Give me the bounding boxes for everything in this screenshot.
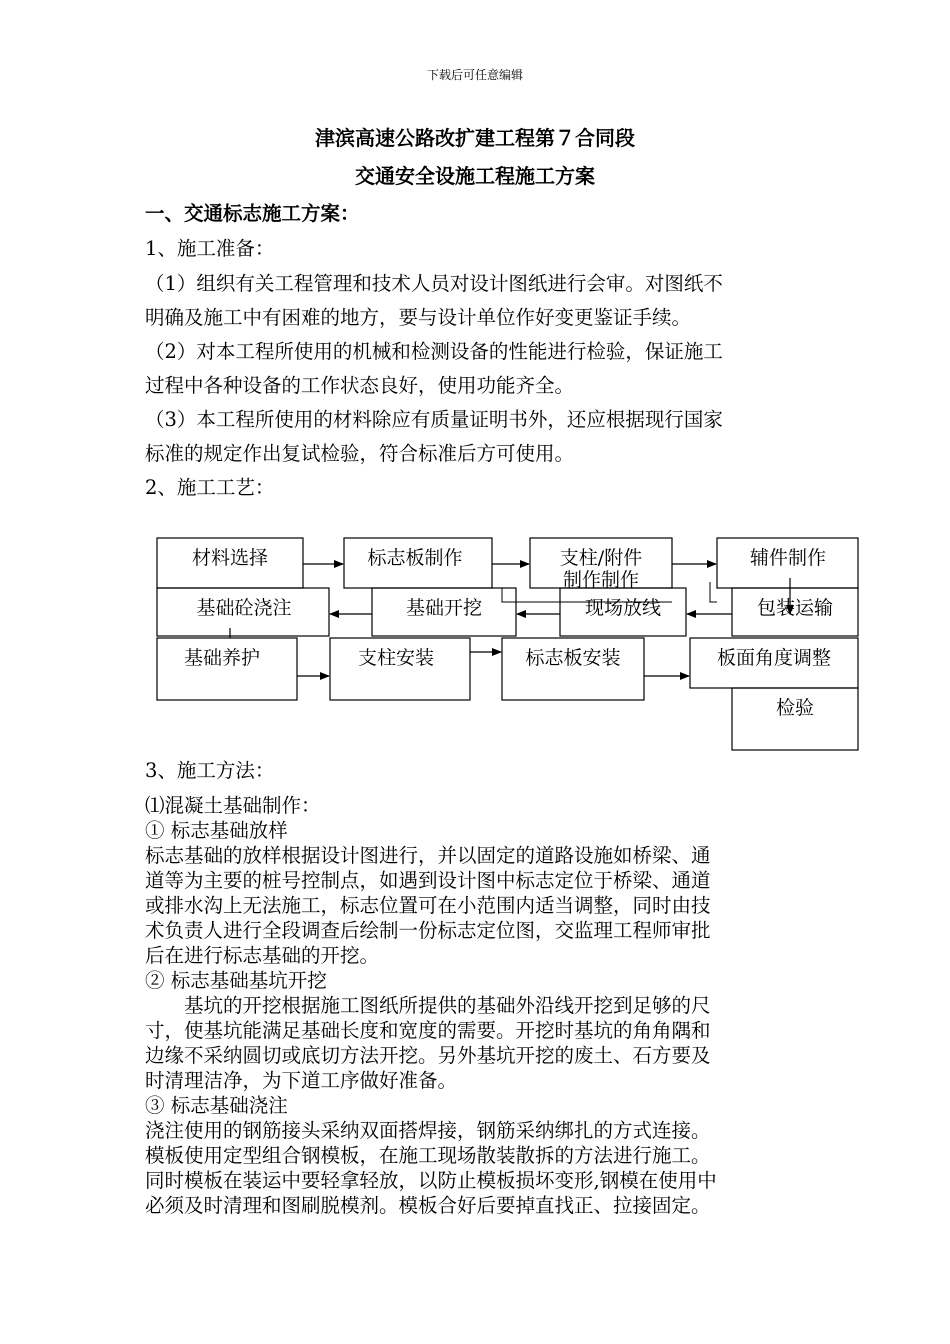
flow-label-signboard-making: 标志板制作 bbox=[367, 547, 463, 569]
method-text-line: ② 标志基础基坑开挖 bbox=[145, 969, 327, 992]
prep-paragraph-line: （1）组织有关工程管理和技术人员对设计图纸进行会审。对图纸不 bbox=[145, 272, 723, 295]
flow-label-signboard-installation: 标志板安装 bbox=[525, 647, 621, 669]
document-title-line1: 津滨高速公路改扩建工程第７合同段 bbox=[315, 126, 635, 150]
flow-label-material-selection: 材料选择 bbox=[191, 547, 269, 569]
method-text-line: ⑴混凝土基础制作： bbox=[145, 794, 321, 817]
method-text-line: 道等为主要的桩号控制点，如遇到设计图中标志定位于桥梁、通道 bbox=[145, 869, 711, 892]
method-text-line: 模板使用定型组合钢模板，在施工现场散装散拆的方法进行施工。 bbox=[145, 1144, 711, 1167]
method-text-line: 标志基础的放样根据设计图进行，并以固定的道路设施如桥梁、通 bbox=[145, 844, 711, 867]
subheading-construction-prep: 1、施工准备： bbox=[145, 237, 275, 260]
flow-label-foundation-pouring: 基础砼浇注 bbox=[196, 597, 292, 619]
subheading-construction-method: 3、施工方法： bbox=[145, 759, 275, 782]
flow-label-packing-transport: 包装运输 bbox=[756, 597, 834, 619]
method-text-line: 寸，使基坑能满足基础长度和宽度的需要。开挖时基坑的角角隅和 bbox=[145, 1019, 711, 1042]
flow-label-auxiliary-making: 辅件制作 bbox=[749, 547, 827, 569]
header-note: 下载后可任意编辑 bbox=[426, 68, 523, 82]
method-text-line: 必须及时清理和图刷脱模剂。模板合好后要掉直找正、拉接固定。 bbox=[145, 1194, 711, 1217]
method-text-line: 后在进行标志基础的开挖。 bbox=[145, 944, 380, 967]
method-text-line: 或排水沟上无法施工，标志位置可在小范围内适当调整，同时由技 bbox=[145, 894, 711, 917]
method-text-line: 术负责人进行全段调查后绘制一份标志定位图，交监理工程师审批 bbox=[145, 919, 711, 942]
method-text-line: 基坑的开挖根据施工图纸所提供的基础外沿线开挖到足够的尺 bbox=[145, 994, 711, 1017]
flow-label-post-line1: 支柱/附件 bbox=[559, 547, 643, 569]
document-title-line2: 交通安全设施工程施工方案 bbox=[355, 164, 595, 188]
method-text-line: 浇注使用的钢筋接头采纳双面搭焊接，钢筋采纳绑扎的方式连接。 bbox=[145, 1119, 711, 1142]
flow-label-foundation-curing: 基础养护 bbox=[183, 647, 261, 669]
prep-paragraph-line: （3）本工程所使用的材料除应有质量证明书外，还应根据现行国家 bbox=[145, 408, 723, 431]
flow-label-post-line2: 制作制作 bbox=[562, 569, 640, 591]
flow-label-site-layout: 现场放线 bbox=[584, 597, 662, 619]
method-text-line: 同时模板在装运中要轻拿轻放，以防止模板损坏变形,钢模在使用中 bbox=[145, 1169, 717, 1192]
subheading-construction-process: 2、施工工艺： bbox=[145, 476, 275, 499]
flow-label-post-installation: 支柱安装 bbox=[357, 647, 435, 669]
flow-label-foundation-excavation: 基础开挖 bbox=[405, 597, 483, 619]
method-text-line: 时清理洁净，为下道工序做好准备。 bbox=[145, 1069, 458, 1092]
section-heading-traffic-signs: 一、交通标志施工方案： bbox=[145, 202, 360, 225]
flow-label-inspection: 检验 bbox=[775, 697, 815, 719]
method-text-line: ① 标志基础放样 bbox=[145, 819, 288, 842]
method-text-line: ③ 标志基础浇注 bbox=[145, 1094, 288, 1117]
prep-paragraph-line: 明确及施工中有困难的地方，要与设计单位作好变更鉴证手续。 bbox=[145, 306, 692, 329]
flow-label-angle-adjustment: 板面角度调整 bbox=[716, 647, 832, 669]
prep-paragraph-line: 过程中各种设备的工作状态良好，使用功能齐全。 bbox=[145, 374, 575, 397]
method-text-line: 边缘不采纳圆切或底切方法开挖。另外基坑开挖的废土、石方要及 bbox=[145, 1044, 711, 1067]
prep-paragraph-line: 标准的规定作出复试检验，符合标准后方可使用。 bbox=[145, 442, 575, 465]
prep-paragraph-line: （2）对本工程所使用的机械和检测设备的性能进行检验，保证施工 bbox=[145, 340, 723, 363]
construction-flowchart bbox=[150, 530, 870, 760]
